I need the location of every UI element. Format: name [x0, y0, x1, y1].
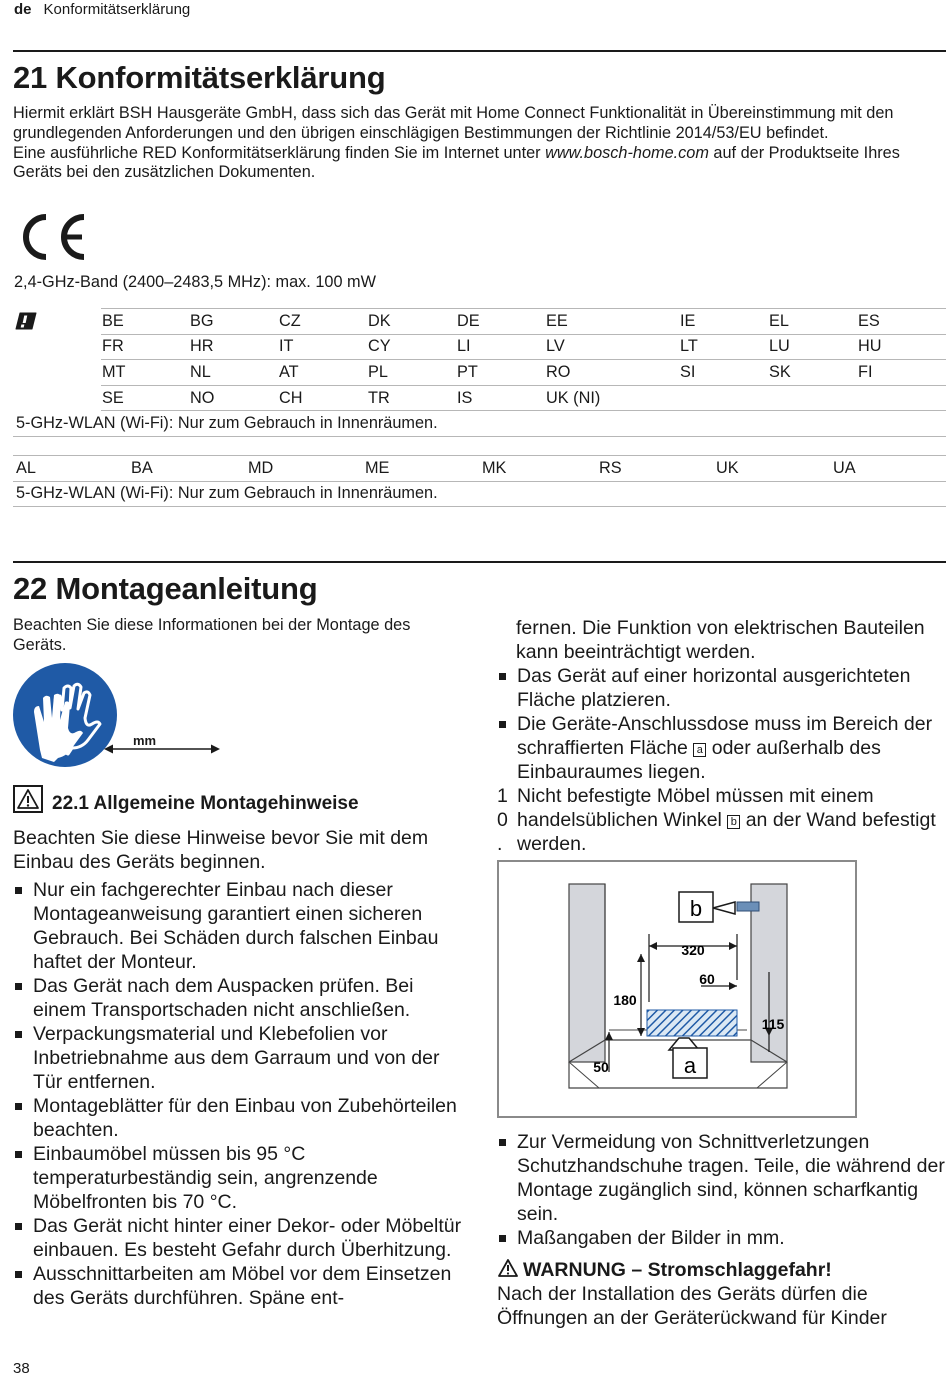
section-22-heading: 22 Montageanleitung: [13, 571, 318, 606]
restriction-notice-icon: [15, 312, 37, 335]
list-item: Die Geräte-Anschlussdose muss im Bereich der schraffierten Fläche a oder außerhalb des Einbauraumes liegen.: [497, 712, 945, 784]
label-b: b: [689, 896, 703, 921]
warning-triangle-icon: [497, 1258, 519, 1278]
section-divider-21: [13, 50, 946, 52]
section-divider-22: [13, 561, 946, 563]
list-item: Nur ein fachgerechter Einbau nach dieser Montageanweisung garantiert einen sicheren Gebrauch. Bei Schäden durch falschen Einbau haftet der Monteur.: [13, 878, 463, 974]
ref-b-box: b: [727, 815, 740, 829]
warning-box-icon: [13, 785, 43, 818]
right-column-bottom: [497, 1130, 945, 1330]
list-item: Ausschnittarbeiten am Möbel vor dem Einsetzen des Geräts durchführen. Späne ent-: [13, 1262, 463, 1310]
list-item: Das Gerät nach dem Auspacken prüfen. Bei einem Transportschaden nicht anschließen.: [13, 974, 463, 1022]
wlan-note-2: 5-GHz-WLAN (Wi-Fi): Nur zum Gebrauch in Innenräumen.: [13, 481, 946, 507]
list-item: Zur Vermeidung von Schnittverletzungen Schutzhandschuhe tragen. Teile, die während der Montage zugänglich sind, können scharfkantig sein.: [497, 1130, 945, 1226]
country-row: FR HR IT CY LI LV LT LU HU: [101, 334, 946, 360]
numbered-list: [497, 784, 945, 856]
frequency-band-text: 2,4-GHz-Band (2400–2483,5 MHz): max. 100 mW: [14, 273, 376, 291]
right-bullet-list-2: [497, 1130, 945, 1250]
country-row: SE NO CH TR IS UK (NI): [101, 385, 946, 411]
country-row: BE BG CZ DK DE EE IE EL ES: [101, 309, 946, 335]
left-column: [13, 826, 463, 1310]
left-bullet-list: [13, 878, 463, 1310]
warning-heading: WARNUNG – Stromschlaggefahr!: [497, 1258, 945, 1282]
continued-text: fernen. Die Funktion von elektrischen Bauteilen kann beeinträchtigt werden.: [516, 617, 925, 663]
dim-50: 50: [593, 1059, 609, 1075]
list-item: Montageblätter für den Einbau von Zubehörteilen beachten.: [13, 1094, 463, 1142]
list-item: Maßangaben der Bilder in mm.: [497, 1226, 945, 1250]
numbered-item: 1 0. Nicht befestigte Möbel müssen mit einem handelsüblichen Winkel b an der Wand befestigt werden.: [497, 785, 936, 855]
section-21-heading: 21 Konformitätserklärung: [13, 60, 386, 95]
mm-label: mm: [133, 733, 157, 748]
declaration-paragraph-1: Hiermit erklärt BSH Hausgeräte GmbH, dass sich das Gerät mit Home Connect Funktionalität in Übereinstimmung mit den grundlegenden Anforderungen und den übrigen einschlägigen Bestimmungen der Richtlinie 2014/53/EU befindet.: [13, 104, 894, 142]
website-link: www.bosch-home.com: [545, 143, 709, 162]
dimension-arrow-icon: [104, 742, 220, 760]
ref-a-box: a: [693, 743, 706, 757]
installation-diagram: [497, 860, 857, 1118]
right-column-top: [497, 616, 945, 856]
montage-intro: Beachten Sie diese Informationen bei der Montage des Geräts.: [13, 616, 411, 654]
subsection-intro: Beachten Sie diese Hinweise bevor Sie mit dem Einbau des Geräts beginnen.: [13, 827, 429, 873]
running-header-title: Konformitätserklärung: [43, 1, 191, 18]
ce-mark-icon: [12, 212, 88, 267]
dim-115: 115: [761, 1016, 785, 1032]
label-a: a: [683, 1053, 697, 1078]
running-header: [14, 1, 190, 18]
list-item: Das Gerät auf einer horizontal ausgerichteten Fläche platzieren.: [497, 664, 945, 712]
list-item: Einbaumöbel müssen bis 95 °C temperaturbeständig sein, angrenzende Möbelfronten bis 70 °C.: [13, 1142, 463, 1214]
country-table-other: [13, 455, 946, 482]
dim-320: 320: [681, 942, 705, 958]
page-number: 38: [13, 1360, 30, 1377]
wlan-note-1: 5-GHz-WLAN (Wi-Fi): Nur zum Gebrauch in Innenräumen.: [13, 411, 946, 437]
list-item: Das Gerät nicht hinter einer Dekor- oder Möbeltür einbauen. Es besteht Gefahr durch Überhitzung.: [13, 1214, 463, 1262]
dim-60: 60: [699, 971, 715, 987]
right-bullet-list-1: [497, 664, 945, 784]
subsection-heading: 22.1 Allgemeine Montagehinweise: [52, 793, 359, 814]
dim-180: 180: [613, 992, 637, 1008]
step-number: 1 0.: [497, 785, 508, 855]
country-table-restricted: [101, 308, 946, 411]
declaration-text: [13, 104, 943, 183]
list-item: Verpackungsmaterial und Klebefolien vor Inbetriebnahme aus dem Garraum und von der Tür entfernen.: [13, 1022, 463, 1094]
language-code: de: [14, 1, 32, 18]
country-row: AL BA MD ME MK RS UK UA: [13, 456, 946, 482]
gloves-icon: [12, 662, 118, 773]
country-row: MT NL AT PL PT RO SI SK FI: [101, 360, 946, 386]
declaration-paragraph-2: Eine ausführliche RED Konformitätserklärung finden Sie im Internet unter www.bosch-home.com auf der Produktseite Ihres Geräts bei den zusätzlichen Dokumenten.: [13, 143, 900, 182]
warning-text: Nach der Installation des Geräts dürfen die Öffnungen an der Geräterückwand für Kinder: [497, 1283, 887, 1329]
